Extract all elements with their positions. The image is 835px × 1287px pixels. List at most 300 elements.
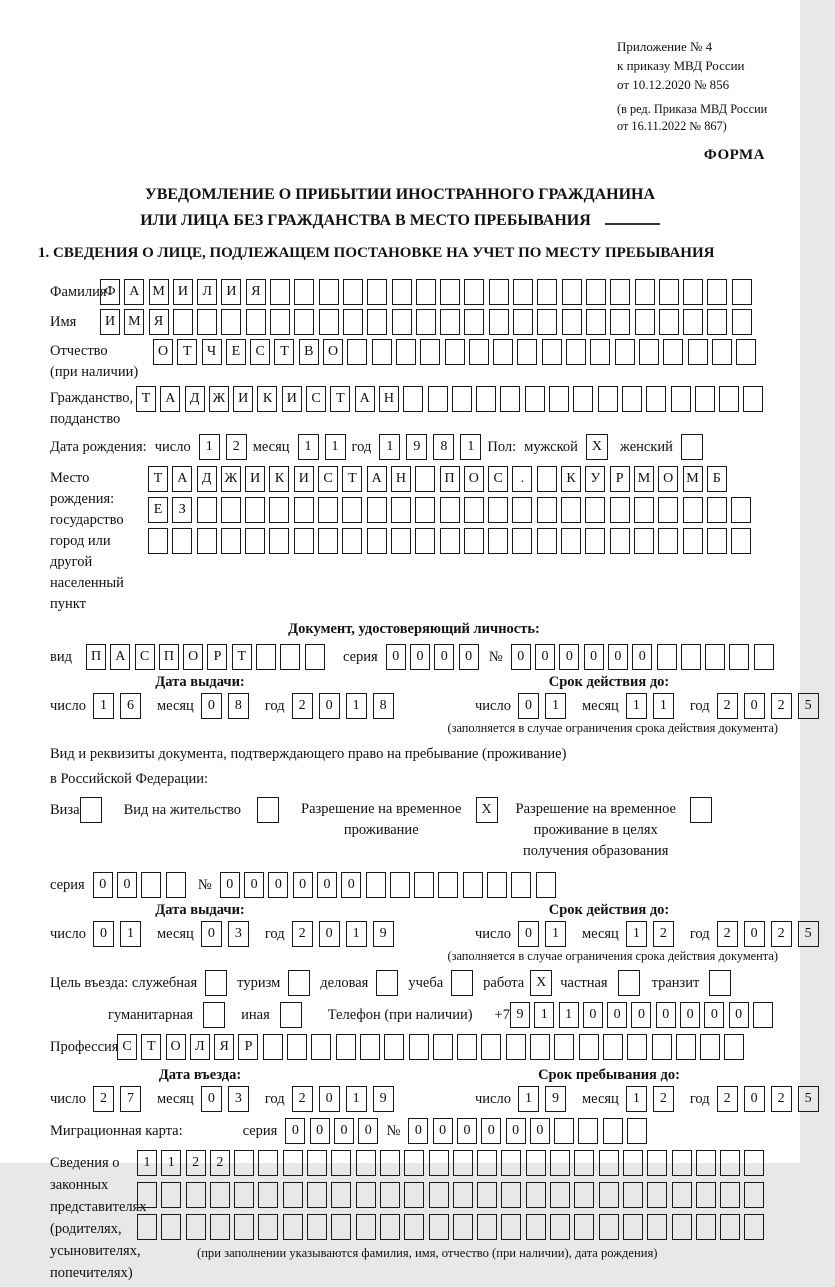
char-cell[interactable]: 0 bbox=[201, 693, 222, 719]
char-cell[interactable]: 1 bbox=[653, 693, 674, 719]
char-cell[interactable]: 0 bbox=[518, 921, 539, 947]
char-cell[interactable] bbox=[311, 1034, 331, 1060]
char-cell[interactable]: 0 bbox=[201, 1086, 222, 1112]
char-cell[interactable]: 2 bbox=[226, 434, 247, 460]
char-cell[interactable] bbox=[585, 528, 605, 554]
char-cell[interactable]: Т bbox=[342, 466, 362, 492]
char-cell[interactable] bbox=[409, 1034, 429, 1060]
char-cell[interactable]: А bbox=[110, 644, 130, 670]
char-cell[interactable] bbox=[574, 1214, 594, 1240]
char-cell[interactable]: 8 bbox=[433, 434, 454, 460]
char-cell[interactable] bbox=[283, 1182, 303, 1208]
char-cell[interactable]: С bbox=[117, 1034, 137, 1060]
char-cell[interactable] bbox=[586, 279, 606, 305]
char-cell[interactable] bbox=[429, 1182, 449, 1208]
char-cell[interactable] bbox=[688, 339, 708, 365]
char-cell[interactable] bbox=[578, 1118, 598, 1144]
char-cell[interactable]: 3 bbox=[228, 921, 249, 947]
char-cell[interactable]: А bbox=[355, 386, 375, 412]
char-cell[interactable] bbox=[269, 528, 289, 554]
char-cell[interactable] bbox=[420, 339, 440, 365]
char-cell[interactable] bbox=[141, 872, 161, 898]
char-cell[interactable]: 2 bbox=[93, 1086, 114, 1112]
char-cell[interactable] bbox=[263, 1034, 283, 1060]
char-cell[interactable] bbox=[537, 309, 557, 335]
char-cell[interactable] bbox=[390, 872, 410, 898]
char-cell[interactable]: 0 bbox=[285, 1118, 305, 1144]
char-cell[interactable]: Т bbox=[330, 386, 350, 412]
char-cell[interactable]: Л bbox=[190, 1034, 210, 1060]
char-cell[interactable]: 0 bbox=[506, 1118, 526, 1144]
char-cell[interactable]: С bbox=[135, 644, 155, 670]
char-cell[interactable] bbox=[221, 497, 241, 523]
char-cell[interactable] bbox=[356, 1214, 376, 1240]
char-cell[interactable] bbox=[477, 1214, 497, 1240]
char-cell[interactable] bbox=[574, 1150, 594, 1176]
char-cell[interactable] bbox=[137, 1182, 157, 1208]
char-cell[interactable]: 1 bbox=[346, 693, 367, 719]
char-cell[interactable] bbox=[197, 528, 217, 554]
char-cell[interactable]: 1 bbox=[298, 434, 319, 460]
char-cell[interactable] bbox=[280, 644, 300, 670]
char-cell[interactable] bbox=[603, 1118, 623, 1144]
char-cell[interactable]: М bbox=[149, 279, 169, 305]
business-checkbox[interactable] bbox=[376, 970, 398, 996]
char-cell[interactable] bbox=[404, 1182, 424, 1208]
char-cell[interactable] bbox=[245, 528, 265, 554]
char-cell[interactable] bbox=[137, 1214, 157, 1240]
char-cell[interactable]: 0 bbox=[530, 1118, 550, 1144]
char-cell[interactable]: 1 bbox=[137, 1150, 157, 1176]
char-cell[interactable]: И bbox=[294, 466, 314, 492]
char-cell[interactable] bbox=[683, 279, 703, 305]
char-cell[interactable] bbox=[647, 1214, 667, 1240]
char-cell[interactable] bbox=[537, 497, 557, 523]
char-cell[interactable] bbox=[173, 309, 193, 335]
char-cell[interactable] bbox=[647, 1182, 667, 1208]
char-cell[interactable]: Ч bbox=[202, 339, 222, 365]
char-cell[interactable]: 2 bbox=[771, 1086, 792, 1112]
char-cell[interactable] bbox=[319, 279, 339, 305]
char-cell[interactable] bbox=[283, 1214, 303, 1240]
char-cell[interactable] bbox=[574, 1182, 594, 1208]
char-cell[interactable]: 0 bbox=[244, 872, 264, 898]
char-cell[interactable]: 0 bbox=[434, 644, 454, 670]
char-cell[interactable] bbox=[720, 1214, 740, 1240]
char-cell[interactable] bbox=[500, 386, 520, 412]
char-cell[interactable]: 1 bbox=[518, 1086, 539, 1112]
char-cell[interactable] bbox=[307, 1150, 327, 1176]
char-cell[interactable] bbox=[488, 497, 508, 523]
char-cell[interactable]: 0 bbox=[317, 872, 337, 898]
char-cell[interactable] bbox=[526, 1150, 546, 1176]
char-cell[interactable] bbox=[610, 497, 630, 523]
char-cell[interactable] bbox=[481, 1034, 501, 1060]
char-cell[interactable]: 2 bbox=[717, 921, 738, 947]
char-cell[interactable] bbox=[720, 1150, 740, 1176]
char-cell[interactable] bbox=[659, 309, 679, 335]
char-cell[interactable] bbox=[404, 1150, 424, 1176]
male-checkbox[interactable]: X bbox=[586, 434, 608, 460]
char-cell[interactable] bbox=[695, 386, 715, 412]
char-cell[interactable] bbox=[550, 1150, 570, 1176]
char-cell[interactable] bbox=[647, 1150, 667, 1176]
char-cell[interactable] bbox=[287, 1034, 307, 1060]
char-cell[interactable] bbox=[367, 497, 387, 523]
char-cell[interactable]: Т bbox=[232, 644, 252, 670]
char-cell[interactable]: 0 bbox=[632, 644, 652, 670]
char-cell[interactable]: 0 bbox=[535, 644, 555, 670]
char-cell[interactable] bbox=[743, 386, 763, 412]
char-cell[interactable] bbox=[331, 1150, 351, 1176]
char-cell[interactable]: Я bbox=[246, 279, 266, 305]
char-cell[interactable] bbox=[586, 309, 606, 335]
char-cell[interactable] bbox=[525, 386, 545, 412]
char-cell[interactable] bbox=[489, 309, 509, 335]
char-cell[interactable] bbox=[705, 644, 725, 670]
char-cell[interactable] bbox=[343, 279, 363, 305]
char-cell[interactable] bbox=[549, 386, 569, 412]
char-cell[interactable]: М bbox=[124, 309, 144, 335]
char-cell[interactable] bbox=[501, 1214, 521, 1240]
char-cell[interactable] bbox=[554, 1034, 574, 1060]
char-cell[interactable] bbox=[429, 1214, 449, 1240]
char-cell[interactable] bbox=[356, 1150, 376, 1176]
char-cell[interactable] bbox=[307, 1182, 327, 1208]
char-cell[interactable] bbox=[627, 1118, 647, 1144]
char-cell[interactable]: 1 bbox=[346, 921, 367, 947]
char-cell[interactable]: П bbox=[86, 644, 106, 670]
char-cell[interactable] bbox=[622, 386, 642, 412]
char-cell[interactable]: 2 bbox=[717, 693, 738, 719]
work-checkbox[interactable]: X bbox=[530, 970, 552, 996]
char-cell[interactable] bbox=[579, 1034, 599, 1060]
char-cell[interactable] bbox=[477, 1150, 497, 1176]
char-cell[interactable]: Д bbox=[197, 466, 217, 492]
char-cell[interactable]: А bbox=[124, 279, 144, 305]
char-cell[interactable] bbox=[585, 497, 605, 523]
char-cell[interactable]: 1 bbox=[379, 434, 400, 460]
char-cell[interactable] bbox=[719, 386, 739, 412]
char-cell[interactable] bbox=[331, 1182, 351, 1208]
char-cell[interactable]: 2 bbox=[292, 921, 313, 947]
char-cell[interactable]: 0 bbox=[744, 1086, 765, 1112]
char-cell[interactable] bbox=[464, 279, 484, 305]
char-cell[interactable]: 9 bbox=[373, 921, 394, 947]
char-cell[interactable] bbox=[639, 339, 659, 365]
char-cell[interactable] bbox=[501, 1150, 521, 1176]
char-cell[interactable]: Е bbox=[226, 339, 246, 365]
char-cell[interactable] bbox=[526, 1182, 546, 1208]
char-cell[interactable] bbox=[283, 1150, 303, 1176]
char-cell[interactable]: 2 bbox=[210, 1150, 230, 1176]
char-cell[interactable]: . bbox=[512, 466, 532, 492]
rvp-education-checkbox[interactable] bbox=[690, 797, 712, 823]
char-cell[interactable]: Ф bbox=[100, 279, 120, 305]
char-cell[interactable] bbox=[753, 1002, 773, 1028]
char-cell[interactable] bbox=[367, 309, 387, 335]
char-cell[interactable]: 0 bbox=[117, 872, 137, 898]
char-cell[interactable] bbox=[562, 279, 582, 305]
char-cell[interactable] bbox=[380, 1214, 400, 1240]
char-cell[interactable]: 9 bbox=[510, 1002, 530, 1028]
char-cell[interactable] bbox=[477, 1182, 497, 1208]
char-cell[interactable] bbox=[166, 872, 186, 898]
char-cell[interactable]: 0 bbox=[93, 872, 113, 898]
char-cell[interactable]: Т bbox=[274, 339, 294, 365]
char-cell[interactable] bbox=[744, 1182, 764, 1208]
char-cell[interactable]: Р bbox=[238, 1034, 258, 1060]
char-cell[interactable]: П bbox=[159, 644, 179, 670]
rvp-checkbox[interactable]: X bbox=[476, 797, 498, 823]
char-cell[interactable]: Л bbox=[197, 279, 217, 305]
char-cell[interactable] bbox=[672, 1214, 692, 1240]
char-cell[interactable] bbox=[463, 872, 483, 898]
female-checkbox[interactable] bbox=[681, 434, 703, 460]
char-cell[interactable] bbox=[724, 1034, 744, 1060]
char-cell[interactable]: И bbox=[245, 466, 265, 492]
char-cell[interactable] bbox=[331, 1214, 351, 1240]
char-cell[interactable] bbox=[623, 1150, 643, 1176]
char-cell[interactable]: 8 bbox=[373, 693, 394, 719]
char-cell[interactable]: Т bbox=[177, 339, 197, 365]
char-cell[interactable] bbox=[513, 279, 533, 305]
char-cell[interactable] bbox=[707, 279, 727, 305]
char-cell[interactable]: Д bbox=[185, 386, 205, 412]
char-cell[interactable] bbox=[148, 528, 168, 554]
char-cell[interactable]: У bbox=[585, 466, 605, 492]
char-cell[interactable] bbox=[729, 644, 749, 670]
char-cell[interactable] bbox=[343, 309, 363, 335]
char-cell[interactable]: 0 bbox=[319, 693, 340, 719]
char-cell[interactable]: С bbox=[250, 339, 270, 365]
char-cell[interactable] bbox=[599, 1214, 619, 1240]
char-cell[interactable] bbox=[457, 1034, 477, 1060]
char-cell[interactable] bbox=[372, 339, 392, 365]
char-cell[interactable]: 0 bbox=[319, 921, 340, 947]
char-cell[interactable] bbox=[294, 497, 314, 523]
char-cell[interactable] bbox=[464, 528, 484, 554]
char-cell[interactable] bbox=[671, 386, 691, 412]
char-cell[interactable] bbox=[590, 339, 610, 365]
char-cell[interactable] bbox=[700, 1034, 720, 1060]
char-cell[interactable] bbox=[318, 528, 338, 554]
char-cell[interactable] bbox=[245, 497, 265, 523]
char-cell[interactable]: 5 bbox=[798, 693, 819, 719]
char-cell[interactable]: 9 bbox=[545, 1086, 566, 1112]
char-cell[interactable] bbox=[696, 1182, 716, 1208]
char-cell[interactable] bbox=[336, 1034, 356, 1060]
char-cell[interactable] bbox=[269, 497, 289, 523]
char-cell[interactable]: 0 bbox=[386, 644, 406, 670]
char-cell[interactable] bbox=[511, 872, 531, 898]
char-cell[interactable] bbox=[681, 644, 701, 670]
char-cell[interactable]: 0 bbox=[744, 921, 765, 947]
char-cell[interactable] bbox=[537, 279, 557, 305]
transit-checkbox[interactable] bbox=[709, 970, 731, 996]
char-cell[interactable]: 1 bbox=[534, 1002, 554, 1028]
char-cell[interactable] bbox=[319, 309, 339, 335]
char-cell[interactable]: 0 bbox=[310, 1118, 330, 1144]
residence-permit-checkbox[interactable] bbox=[257, 797, 279, 823]
study-checkbox[interactable] bbox=[451, 970, 473, 996]
char-cell[interactable] bbox=[172, 528, 192, 554]
char-cell[interactable] bbox=[384, 1034, 404, 1060]
char-cell[interactable] bbox=[501, 1182, 521, 1208]
char-cell[interactable] bbox=[464, 309, 484, 335]
char-cell[interactable] bbox=[526, 1214, 546, 1240]
char-cell[interactable]: 0 bbox=[201, 921, 222, 947]
char-cell[interactable] bbox=[506, 1034, 526, 1060]
char-cell[interactable] bbox=[234, 1214, 254, 1240]
char-cell[interactable] bbox=[744, 1214, 764, 1240]
char-cell[interactable] bbox=[452, 386, 472, 412]
char-cell[interactable] bbox=[659, 279, 679, 305]
char-cell[interactable] bbox=[342, 528, 362, 554]
char-cell[interactable]: 1 bbox=[626, 693, 647, 719]
char-cell[interactable] bbox=[530, 1034, 550, 1060]
char-cell[interactable]: И bbox=[233, 386, 253, 412]
char-cell[interactable] bbox=[416, 309, 436, 335]
char-cell[interactable] bbox=[676, 1034, 696, 1060]
char-cell[interactable] bbox=[658, 497, 678, 523]
char-cell[interactable] bbox=[683, 309, 703, 335]
char-cell[interactable]: Т bbox=[148, 466, 168, 492]
char-cell[interactable] bbox=[610, 279, 630, 305]
char-cell[interactable] bbox=[550, 1214, 570, 1240]
char-cell[interactable]: 0 bbox=[341, 872, 361, 898]
char-cell[interactable]: 2 bbox=[771, 921, 792, 947]
char-cell[interactable]: 0 bbox=[559, 644, 579, 670]
char-cell[interactable]: 2 bbox=[771, 693, 792, 719]
char-cell[interactable] bbox=[672, 1150, 692, 1176]
char-cell[interactable]: 1 bbox=[325, 434, 346, 460]
char-cell[interactable] bbox=[672, 1182, 692, 1208]
tourism-checkbox[interactable] bbox=[288, 970, 310, 996]
char-cell[interactable]: Ж bbox=[209, 386, 229, 412]
char-cell[interactable] bbox=[599, 1150, 619, 1176]
char-cell[interactable]: С bbox=[306, 386, 326, 412]
char-cell[interactable]: 0 bbox=[704, 1002, 724, 1028]
char-cell[interactable]: 2 bbox=[186, 1150, 206, 1176]
char-cell[interactable] bbox=[392, 309, 412, 335]
char-cell[interactable]: Т bbox=[136, 386, 156, 412]
char-cell[interactable]: 0 bbox=[93, 921, 114, 947]
char-cell[interactable] bbox=[415, 528, 435, 554]
char-cell[interactable] bbox=[537, 466, 557, 492]
char-cell[interactable] bbox=[367, 528, 387, 554]
char-cell[interactable] bbox=[453, 1182, 473, 1208]
char-cell[interactable]: Р bbox=[610, 466, 630, 492]
char-cell[interactable] bbox=[696, 1214, 716, 1240]
char-cell[interactable]: К bbox=[269, 466, 289, 492]
char-cell[interactable] bbox=[440, 497, 460, 523]
char-cell[interactable] bbox=[391, 497, 411, 523]
char-cell[interactable]: Б bbox=[707, 466, 727, 492]
char-cell[interactable] bbox=[562, 309, 582, 335]
char-cell[interactable] bbox=[221, 309, 241, 335]
char-cell[interactable]: М bbox=[683, 466, 703, 492]
char-cell[interactable] bbox=[512, 497, 532, 523]
char-cell[interactable]: Е bbox=[148, 497, 168, 523]
char-cell[interactable]: 2 bbox=[717, 1086, 738, 1112]
char-cell[interactable] bbox=[366, 872, 386, 898]
char-cell[interactable]: 2 bbox=[653, 921, 674, 947]
char-cell[interactable]: С bbox=[318, 466, 338, 492]
char-cell[interactable] bbox=[732, 309, 752, 335]
char-cell[interactable] bbox=[634, 497, 654, 523]
char-cell[interactable] bbox=[542, 339, 562, 365]
char-cell[interactable] bbox=[487, 872, 507, 898]
char-cell[interactable] bbox=[440, 528, 460, 554]
char-cell[interactable] bbox=[610, 309, 630, 335]
char-cell[interactable] bbox=[414, 872, 434, 898]
char-cell[interactable]: 0 bbox=[584, 644, 604, 670]
char-cell[interactable]: Н bbox=[379, 386, 399, 412]
char-cell[interactable] bbox=[197, 309, 217, 335]
char-cell[interactable] bbox=[392, 279, 412, 305]
char-cell[interactable] bbox=[707, 528, 727, 554]
char-cell[interactable]: 1 bbox=[346, 1086, 367, 1112]
char-cell[interactable] bbox=[707, 309, 727, 335]
char-cell[interactable] bbox=[488, 528, 508, 554]
char-cell[interactable]: 2 bbox=[292, 693, 313, 719]
char-cell[interactable]: 7 bbox=[120, 1086, 141, 1112]
char-cell[interactable] bbox=[696, 1150, 716, 1176]
char-cell[interactable] bbox=[453, 1214, 473, 1240]
char-cell[interactable]: 9 bbox=[373, 1086, 394, 1112]
char-cell[interactable]: 0 bbox=[680, 1002, 700, 1028]
char-cell[interactable]: О bbox=[464, 466, 484, 492]
char-cell[interactable] bbox=[415, 497, 435, 523]
char-cell[interactable] bbox=[712, 339, 732, 365]
char-cell[interactable] bbox=[161, 1214, 181, 1240]
char-cell[interactable] bbox=[367, 279, 387, 305]
char-cell[interactable] bbox=[623, 1182, 643, 1208]
char-cell[interactable] bbox=[615, 339, 635, 365]
char-cell[interactable] bbox=[754, 644, 774, 670]
char-cell[interactable] bbox=[294, 528, 314, 554]
char-cell[interactable] bbox=[445, 339, 465, 365]
char-cell[interactable]: 0 bbox=[607, 1002, 627, 1028]
humanitarian-checkbox[interactable] bbox=[203, 1002, 225, 1028]
char-cell[interactable] bbox=[438, 872, 458, 898]
char-cell[interactable] bbox=[744, 1150, 764, 1176]
char-cell[interactable]: 1 bbox=[626, 921, 647, 947]
char-cell[interactable] bbox=[469, 339, 489, 365]
char-cell[interactable] bbox=[720, 1182, 740, 1208]
char-cell[interactable]: 1 bbox=[120, 921, 141, 947]
char-cell[interactable]: 0 bbox=[518, 693, 539, 719]
char-cell[interactable] bbox=[512, 528, 532, 554]
char-cell[interactable] bbox=[732, 279, 752, 305]
char-cell[interactable] bbox=[294, 279, 314, 305]
char-cell[interactable]: 9 bbox=[406, 434, 427, 460]
char-cell[interactable]: 6 bbox=[120, 693, 141, 719]
char-cell[interactable] bbox=[234, 1150, 254, 1176]
char-cell[interactable] bbox=[598, 386, 618, 412]
char-cell[interactable]: 1 bbox=[559, 1002, 579, 1028]
char-cell[interactable]: 0 bbox=[220, 872, 240, 898]
char-cell[interactable]: П bbox=[440, 466, 460, 492]
char-cell[interactable]: 0 bbox=[358, 1118, 378, 1144]
char-cell[interactable] bbox=[627, 1034, 647, 1060]
char-cell[interactable]: 0 bbox=[631, 1002, 651, 1028]
char-cell[interactable] bbox=[210, 1182, 230, 1208]
char-cell[interactable]: И bbox=[173, 279, 193, 305]
char-cell[interactable]: 2 bbox=[292, 1086, 313, 1112]
char-cell[interactable] bbox=[554, 1118, 574, 1144]
